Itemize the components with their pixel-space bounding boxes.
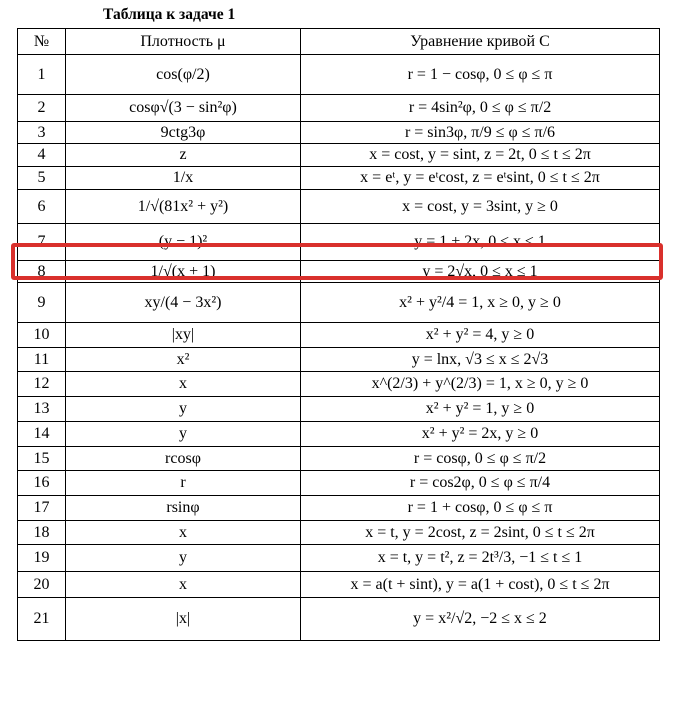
- row-number: 3: [18, 122, 66, 144]
- row-number: 5: [18, 167, 66, 190]
- table-row: [18, 545, 660, 572]
- table-row: [18, 422, 660, 447]
- density-cell: z: [66, 144, 301, 167]
- table-row: [18, 190, 660, 224]
- curve-cell: y = lnx, √3 ≤ x ≤ 2√3: [301, 348, 660, 372]
- header-curve: Уравнение кривой C: [301, 29, 660, 55]
- curve-cell: y = 2√x, 0 ≤ x ≤ 1: [301, 261, 660, 283]
- density-cell: (y − 1)²: [66, 224, 301, 261]
- table-row: [18, 496, 660, 521]
- curve-cell: r = 1 + cosφ, 0 ≤ φ ≤ π: [301, 496, 660, 521]
- density-cell: x: [66, 521, 301, 545]
- row-number: 14: [18, 422, 66, 447]
- density-cell: 1/√(x + 1): [66, 261, 301, 283]
- table-row: [18, 447, 660, 471]
- header-num: №: [18, 29, 66, 55]
- table-row: [18, 224, 660, 261]
- row-number: 7: [18, 224, 66, 261]
- curve-cell: x² + y²/4 = 1, x ≥ 0, y ≥ 0: [301, 283, 660, 323]
- table-row: [18, 471, 660, 496]
- curve-cell: r = 4sin²φ, 0 ≤ φ ≤ π/2: [301, 95, 660, 122]
- table-row: [18, 598, 660, 641]
- density-cell: |xy|: [66, 323, 301, 348]
- row-number: 18: [18, 521, 66, 545]
- table-row: [18, 167, 660, 190]
- table-caption: Таблица к задаче 1: [103, 6, 236, 23]
- density-cell: 1/√(81x² + y²): [66, 190, 301, 224]
- curve-cell: r = sin3φ, π/9 ≤ φ ≤ π/6: [301, 122, 660, 144]
- density-cell: x: [66, 372, 301, 397]
- row-number: 17: [18, 496, 66, 521]
- curve-cell: x = cost, y = 3sint, y ≥ 0: [301, 190, 660, 224]
- curve-cell: x^(2/3) + y^(2/3) = 1, x ≥ 0, y ≥ 0: [301, 372, 660, 397]
- table-row: [18, 323, 660, 348]
- row-number: 20: [18, 572, 66, 598]
- curve-cell: y = x²/√2, −2 ≤ x ≤ 2: [301, 598, 660, 641]
- table-row: [18, 144, 660, 167]
- curve-cell: r = 1 − cosφ, 0 ≤ φ ≤ π: [301, 55, 660, 95]
- curve-cell: x = t, y = t², z = 2t³/3, −1 ≤ t ≤ 1: [301, 545, 660, 572]
- table-row: [18, 521, 660, 545]
- row-number: 10: [18, 323, 66, 348]
- table-header-row: [18, 29, 660, 55]
- curve-cell: x² + y² = 4, y ≥ 0: [301, 323, 660, 348]
- row-number: 9: [18, 283, 66, 323]
- table-row: [18, 55, 660, 95]
- density-cell: rsinφ: [66, 496, 301, 521]
- curve-cell: x² + y² = 1, y ≥ 0: [301, 397, 660, 422]
- table-row: [18, 283, 660, 323]
- curve-cell: r = cosφ, 0 ≤ φ ≤ π/2: [301, 447, 660, 471]
- table-row: [18, 572, 660, 598]
- curve-cell: x = a(t + sint), y = a(1 + cost), 0 ≤ t ≤ 2π: [301, 572, 660, 598]
- density-cell: |x|: [66, 598, 301, 641]
- density-cell: y: [66, 422, 301, 447]
- header-density: Плотность μ: [66, 29, 301, 55]
- row-number: 12: [18, 372, 66, 397]
- row-number: 2: [18, 95, 66, 122]
- density-cell: xy/(4 − 3x²): [66, 283, 301, 323]
- density-cell: 1/x: [66, 167, 301, 190]
- row-number: 16: [18, 471, 66, 496]
- density-cell: x²: [66, 348, 301, 372]
- density-cell: y: [66, 397, 301, 422]
- curve-cell: x = t, y = 2cost, z = 2sint, 0 ≤ t ≤ 2π: [301, 521, 660, 545]
- curve-cell: r = cos2φ, 0 ≤ φ ≤ π/4: [301, 471, 660, 496]
- row-number: 21: [18, 598, 66, 641]
- row-number: 15: [18, 447, 66, 471]
- row-number: 1: [18, 55, 66, 95]
- table-row: [18, 261, 660, 283]
- row-number: 4: [18, 144, 66, 167]
- density-cell: cos(φ/2): [66, 55, 301, 95]
- table-row: [18, 348, 660, 372]
- row-number: 6: [18, 190, 66, 224]
- table-row: [18, 397, 660, 422]
- table-row: [18, 372, 660, 397]
- density-cell: 9ctg3φ: [66, 122, 301, 144]
- density-cell: x: [66, 572, 301, 598]
- curve-cell: x = cost, y = sint, z = 2t, 0 ≤ t ≤ 2π: [301, 144, 660, 167]
- table-row: [18, 122, 660, 144]
- density-cell: y: [66, 545, 301, 572]
- row-number: 8: [18, 261, 66, 283]
- density-cell: r: [66, 471, 301, 496]
- row-number: 13: [18, 397, 66, 422]
- problem-table: [17, 28, 660, 641]
- curve-cell: x = eᵗ, y = eᵗcost, z = eᵗsint, 0 ≤ t ≤ 2π: [301, 167, 660, 190]
- table-row: [18, 95, 660, 122]
- density-cell: rcosφ: [66, 447, 301, 471]
- row-number: 19: [18, 545, 66, 572]
- curve-cell: y = 1 + 2x, 0 ≤ x ≤ 1: [301, 224, 660, 261]
- curve-cell: x² + y² = 2x, y ≥ 0: [301, 422, 660, 447]
- row-number: 11: [18, 348, 66, 372]
- density-cell: cosφ√(3 − sin²φ): [66, 95, 301, 122]
